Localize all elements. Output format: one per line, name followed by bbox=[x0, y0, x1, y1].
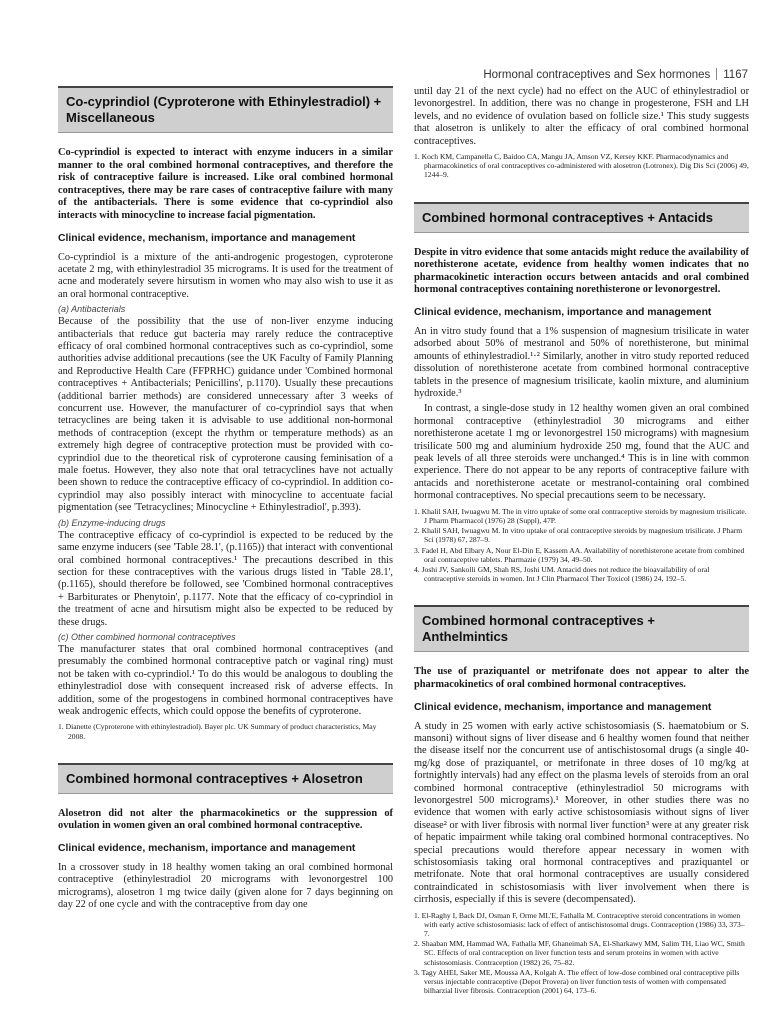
paragraph: until day 21 of the next cycle) had no effect on the AUC of ethinylestradiol or levonorgestrel. In addition, there was no change in progesterone, FSH and LH levels, and no evidence of ovulation based on follicle size.¹ This study suggests that alosetron is unlikely to alter the efficacy of oral combined hormonal contraceptives. bbox=[414, 86, 749, 147]
section-title-antacids: Combined hormonal contraceptives + Antacids bbox=[414, 202, 749, 233]
subhead-clinical-evidence: Clinical evidence, mechanism, importance and management bbox=[58, 842, 356, 854]
left-column bbox=[58, 86, 393, 915]
abstract-antacids: Despite in vitro evidence that some antacids might reduce the availability of norethisterone acetate, evidence from healthy women indicates that no pharmacokinetic interaction occurs between antacids and oral combined hormonal contraceptives containing norethisterone or levonorgestrel. bbox=[414, 246, 749, 296]
page-number: 1167 bbox=[723, 69, 748, 81]
reference-item: 3. Fadel H, Abd Elbary A, Nour El-Din E, Kassem AA. Availability of norethisterone acetate from combined oral contraceptive tablets. Pharmazie (1979) 34, 49–50. bbox=[414, 545, 745, 564]
reference-list bbox=[414, 911, 749, 996]
subhead-clinical-evidence: Clinical evidence, mechanism, importance and management bbox=[414, 701, 712, 713]
running-head bbox=[483, 68, 748, 81]
abstract-alosetron: Alosetron did not alter the pharmacokinetics or the suppression of ovulation in women given an oral combined hormonal contraceptive. bbox=[58, 807, 393, 832]
subhead-clinical-evidence: Clinical evidence, mechanism, importance and management bbox=[414, 307, 712, 319]
abstract-anthelmintics: The use of praziquantel or metrifonate does not appear to alter the pharmacokinetics of oral combined hormonal contraceptives. bbox=[414, 666, 749, 690]
section-title-alosetron: Combined hormonal contraceptives + Alosetron bbox=[58, 763, 393, 794]
running-head-divider bbox=[716, 68, 717, 80]
paragraph: The contraceptive efficacy of co-cyprindiol is expected to be reduced by the same enzyme inducers (see 'Table 28.1', (p.1165)) that interact with conventional oral combined hormonal contraceptives.¹ The precautions described in this section for these contraceptives with the various drugs listed in 'Table 28.1', (p.1165), should therefore be followed, see 'Combined hormonal contraceptives + Barbiturates or Phenytoin', p.1177. Note that the efficacy of co-cyprindiol in the treatment of acne and hirsutism might also be expected to be reduced by these drugs. bbox=[58, 529, 393, 628]
reference-list bbox=[414, 507, 749, 584]
paragraph: In contrast, a single-dose study in 12 healthy women given an oral combined hormonal contraceptive (ethinylestradiol 30 micrograms and either norethisterone acetate 1 mg or levonorgestrel 150 micrograms) with magnesium trisilicate 500 mg and aluminium hydroxide 250 mg, found that the AUC and peak levels of all three steroids were unchanged.⁴ This is in line with common experience. There do not appear to be any reports of contraceptive failure with antacids and norethisterone acetate or mestranol-containing oral combined hormonal contraceptives. No special precautions seem to be necessary. bbox=[414, 403, 749, 502]
running-head-title: Hormonal contraceptives and Sex hormones bbox=[483, 69, 711, 81]
paragraph: In a crossover study in 18 healthy women taking an oral combined hormonal contraceptive (ethinylestradiol 20 micrograms with levonorgestrel 100 micrograms), alosetron 1 mg twice daily (given alone for 7 days beginning on day 22 of one cycle and with the contraceptive from day one bbox=[58, 861, 393, 911]
section-title-co-cyprindiol: Co-cyprindiol (Cyproterone with Ethinylestradiol) + Miscellaneous bbox=[58, 86, 393, 133]
reference-list bbox=[414, 152, 749, 180]
reference-list bbox=[58, 722, 393, 740]
section-title-anthelmintics: Combined hormonal contraceptives + Anthelmintics bbox=[414, 605, 749, 652]
right-column bbox=[414, 86, 749, 1005]
paragraph: A study in 25 women with early active schistosomiasis (S. haematobium or S. mansoni) without signs of liver disease and 6 healthy women found that neither the disease itself nor the concurrent use of antischistosomal drugs (a single 40-mg/kg dose of praziquantel, or metrifonate in three doses of 10 mg/kg at fortnightly intervals) had any effect on the plasma levels of steroids from an oral combined hormonal contraceptive (ethinylestradiol 50 micrograms with levonorgestrel 500 micrograms).¹ Moreover, in other studies there was no evidence that women with early active schistosomiasis without signs of liver disease² or with liver fibrosis with normal liver function³ were at any greater risk of hepatic impairment while taking oral combined hormonal contraceptives. No special precautions would therefore appear necessary in women with schistosomiasis taking oral hormonal contraceptives and praziquantel or metrifonate. Note that oral hormonal contraceptives are usually considered contraindicated in schistosomiasis with liver involvement when there is cirrhosis, especially if this is severe (decompensated). bbox=[414, 720, 749, 906]
paragraph: Because of the possibility that the use of non-liver enzyme inducing antibacterials that reduce gut bacteria may rarely reduce the contraceptive efficacy of oral combined hormonal contraceptives such as co-cyprindiol, some authorities advise additional precautions (see the UK Faculty of Family Planning and Reproductive Health Care (FFPRHC) guidance under 'Combined hormonal contraceptives + Antibacterials; Penicillins', p.1170). Usually these precautions (additional barrier methods) are considered unnecessary after 3 weeks of concurrent use. However, the manufacturer of co-cyprindiol says that when tetracyclines are being taken it is advisable to use additional non-hormonal methods of contraception (except the rhythm or temperature methods) as an extremely high degree of contraceptive protection must be provided with co-cyprindiol due to the theoretical risk of cyproterone causing feminisation of a male foetus. However, they also note that oral tetracyclines have not actually been shown to reduce the contraceptive efficacy of co-cyprindiol. In addition co-cyprindiol may also possibly interact with minocycline to accentuate facial pigmentation (see 'Tetracyclines; Minocycline + Ethinylestradiol', p.393). bbox=[58, 316, 393, 514]
paragraph: The manufacturer states that oral combined hormonal contraceptives (and presumably the combined hormonal contraceptive patch or vaginal ring) must not be taken with co-cyprindiol.¹ To do this would be analogous to doubling the ethinylestradiol dose with consequent increased risk of adverse effects. In addition, some of the progestogens in combined hormonal contraceptives have weak androgenic effects, which could oppose the benefits of cyproterone. bbox=[58, 643, 393, 717]
reference-item: 1. Koch KM, Campanella C, Baidoo CA, Mangu JA, Amson VZ, Kersey KKF. Pharmacodynamics and pharmacokinetics of oral contraceptives co-administered with alosetron (Lotronex). Dig Dis Sci (2006) 49, 1244–9. bbox=[414, 152, 749, 180]
minor-heading-enzyme-inducers: (b) Enzyme-inducing drugs bbox=[58, 517, 166, 528]
subhead-clinical-evidence: Clinical evidence, mechanism, importance and management bbox=[58, 232, 356, 244]
paragraph: Co-cyprindiol is a mixture of the anti-androgenic progestogen, cyproterone acetate 2 mg, with ethinylestradiol 35 micrograms. It is used for the treatment of acne and moderately severe hirsutism in women who may also wish to use it as an oral hormonal contraceptive. bbox=[58, 251, 393, 300]
paragraph: An in vitro study found that a 1% suspension of magnesium trisilicate in water adsorbed about 50% of mestranol and 50% of norethisterone, but minimal amounts of ethinylestradiol.¹·² Similarly, another in vitro study reported reduced dissolution of norethisterone acetate from combined hormonal contraceptive tablets in the presence of magnesium trisilicate, kaolin mixture, and aluminium hydroxide.³ bbox=[414, 326, 749, 400]
reference-item: 4. Joshi JV, Sankolli GM, Shah RS, Joshi UM. Antacid does not reduce the bioavailability of oral contraceptive steroids in women. Int J Clin Pharmacol Ther Toxicol (1986) 24, 192–5. bbox=[414, 564, 710, 584]
minor-heading-antibacterials: (a) Antibacterials bbox=[58, 304, 126, 315]
reference-item: 1. Khalil SAH, Iwuagwu M. The in vitro uptake of some oral contraceptive steroids by magnesium trisilicate. J Pharm Pharmacol (1976) 28 (Suppl), 47P. bbox=[414, 506, 747, 525]
reference-item: 1. El-Raghy I, Back DJ, Osman F, Orme ML'E, Fathalla M. Contraceptive steroid concentrations in women with early active schistosomiasis: lack of effect of antischistosomal drugs. Contraception (1986) 33, 373–7. bbox=[414, 910, 745, 939]
abstract-co-cyprindiol: Co-cyprindiol is expected to interact with enzyme inducers in a similar manner to the oral combined hormonal contraceptives, and therefore the risk of contraceptive failure is increased. Like oral combined hormonal contraceptives, there may be rare cases of contraceptive failure with many of the antibacterials. There is some evidence that co-cyprindiol also interacts with minocycline to increase facial pigmentation. bbox=[58, 147, 393, 221]
reference-item: 1. Dianette (Cyproterone with ethinylestradiol). Bayer plc. UK Summary of product characteristics, May 2008. bbox=[58, 722, 377, 741]
minor-heading-other-chc: (c) Other combined hormonal contraceptives bbox=[58, 631, 236, 642]
reference-item: 3. Tagy AHEI, Saker ME, Moussa AA, Kolgah A. The effect of low-dose combined oral contraceptive pills versus injectable contraceptive (Depot Provera) on liver function tests of women with compensated bilharzial liver fibrosis. Contraception (2001) 64, 173–6. bbox=[414, 967, 740, 996]
reference-item: 2. Shaaban MM, Hammad WA, Fathalla MF, Ghaneimah SA, El-Sharkawy MM, Salim TH, Liao WC, Smith SC. Effects of oral contraception on liver function tests and serum proteins in women with active schistosomiasis. Contraception (1982) 26, 75–82. bbox=[414, 939, 745, 967]
reference-item: 2. Khalil SAH, Iwuagwu M. In vitro uptake of oral contraceptive steroids by magnesium trisilicate. J Pharm Sci (1978) 67, 287–9. bbox=[414, 526, 743, 545]
